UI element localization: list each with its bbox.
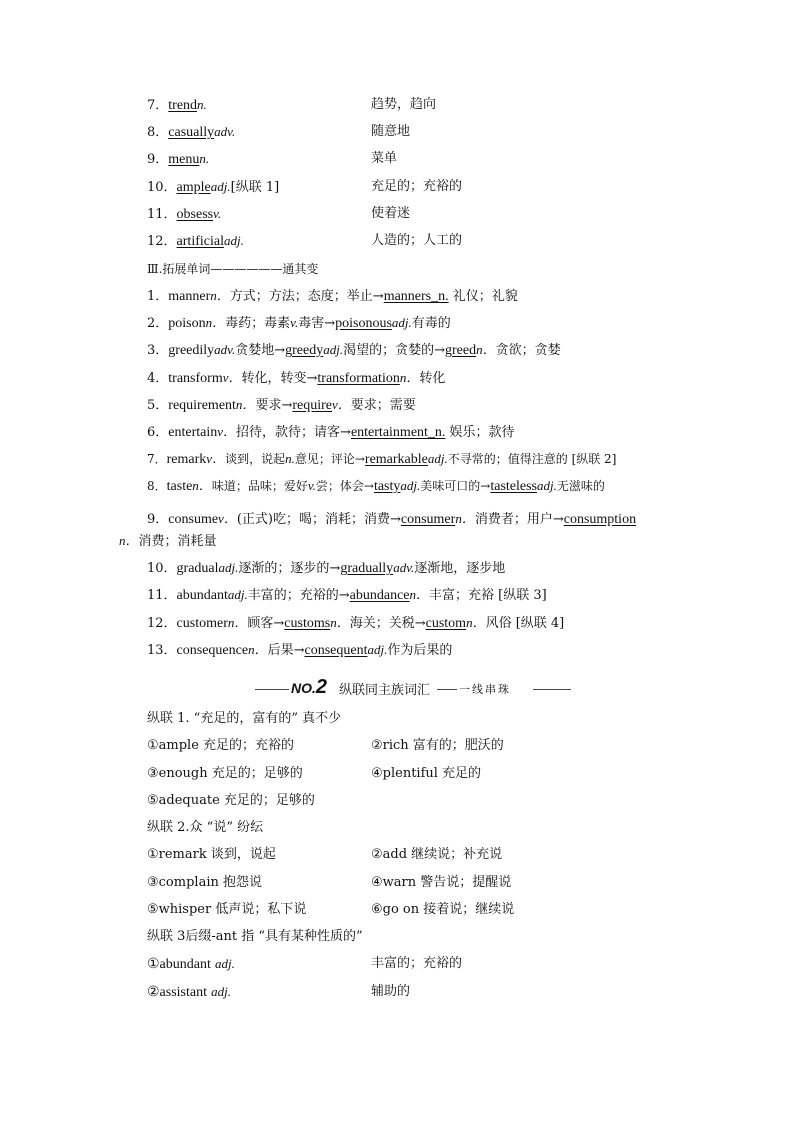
- extend-item: 12．customern．顾客→customsn．海关；关税→customn．风俗 [纵联 4]: [147, 615, 565, 631]
- group-title: 纵联 3后缀-ant 指 “具有某种性质的”: [147, 929, 363, 944]
- extend-item: 8．tasten．味道；品味；爱好v.尝；体会→tastyadj.美味可口的→tastelessadj.无滋味的: [147, 478, 605, 494]
- banner-divider: [255, 689, 289, 690]
- banner-title: 纵联同主族词汇: [339, 683, 431, 698]
- group-item: ⑤adequate 充足的；足够的: [147, 793, 315, 808]
- group-item: ①ample 充足的；充裕的: [147, 738, 295, 753]
- group-item: ⑥go on 接着说；继续说: [371, 902, 515, 917]
- vocab-item: 9．menun.: [147, 151, 210, 167]
- extend-item: 3．greedilyadv.贪婪地→greedyadj.渴望的；贪婪的→greedn．贪欲；贪婪: [147, 342, 561, 358]
- vocab-item: 7．trendn.: [147, 97, 207, 113]
- banner-subtitle: 一线串珠: [459, 683, 511, 696]
- group-item: ①abundant adj.: [147, 956, 235, 972]
- group-title: 纵联 1. “充足的，富有的” 真不少: [147, 711, 342, 726]
- vocab-meaning: 菜单: [371, 151, 398, 166]
- group-item: ③complain 抱怨说: [147, 875, 262, 890]
- vocab-item: 10．ampleadj.[纵联 1]: [147, 179, 280, 195]
- group-item-meaning: 辅助的: [371, 984, 411, 999]
- group-item: ③enough 充足的；足够的: [147, 766, 303, 781]
- banner-divider: [533, 689, 571, 690]
- extend-item-continuation: n．消费；消耗量: [119, 533, 217, 549]
- group-title: 纵联 2.众 “说” 纷纭: [147, 820, 264, 835]
- vocab-meaning: 趋势，趋向: [371, 97, 437, 112]
- extend-item: 13．consequencen．后果→consequentadj.作为后果的: [147, 642, 453, 658]
- extend-item: 1．mannern．方式；方法；态度；举止→manners_n. 礼仪；礼貌: [147, 288, 518, 304]
- extend-item: 6．entertainv．招待，款待；请客→entertainment_n. 娱乐；款待: [147, 424, 515, 440]
- group-item: ①remark 谈到，说起: [147, 847, 276, 862]
- vocab-meaning: 充足的；充裕的: [371, 179, 463, 194]
- extend-item: 5．requirementn．要求→requirev．要求；需要: [147, 397, 416, 413]
- extend-item: 7．remarkv．谈到，说起n.意见；评论→remarkableadj.不寻常的；值得注意的 [纵联 2]: [147, 451, 617, 467]
- vocab-item: 12．artificialadj.: [147, 233, 244, 249]
- group-item: ②assistant adj.: [147, 984, 232, 1000]
- vocab-meaning: 人造的；人工的: [371, 233, 463, 248]
- extend-item: 2．poisonn．毒药；毒素v.毒害→poisonousadj.有毒的: [147, 315, 451, 331]
- group-item: ⑤whisper 低声说；私下说: [147, 902, 307, 917]
- group-item: ④warn 警告说；提醒说: [371, 875, 512, 890]
- vocab-item: 11．obsessv.: [147, 206, 222, 222]
- group-item-meaning: 丰富的；充裕的: [371, 956, 463, 971]
- vocab-meaning: 随意地: [371, 124, 411, 139]
- banner-divider: [437, 689, 457, 690]
- extend-item: 9．consumev．(正式)吃；喝；消耗；消费→consumern．消费者；用户→consumption: [147, 511, 637, 527]
- extend-item: 10．gradualadj.逐渐的；逐步的→graduallyadv.逐渐地，逐步地: [147, 560, 506, 576]
- section-banner: [255, 678, 571, 700]
- vocab-meaning: 使着迷: [371, 206, 411, 221]
- group-item: ②add 继续说；补充说: [371, 847, 503, 862]
- section-heading: Ⅲ.拓展单词——————通其变: [147, 262, 319, 276]
- group-item: ④plentiful 充足的: [371, 766, 482, 781]
- vocab-item: 8．casuallyadv.: [147, 124, 236, 140]
- banner-number: NO.2: [291, 676, 328, 698]
- group-item: ②rich 富有的；肥沃的: [371, 738, 504, 753]
- extend-item: 11．abundantadj.丰富的；充裕的→abundancen．丰富；充裕 [纵联 3]: [147, 587, 547, 603]
- extend-item: 4．transformv．转化，转变→transformationn．转化: [147, 370, 446, 386]
